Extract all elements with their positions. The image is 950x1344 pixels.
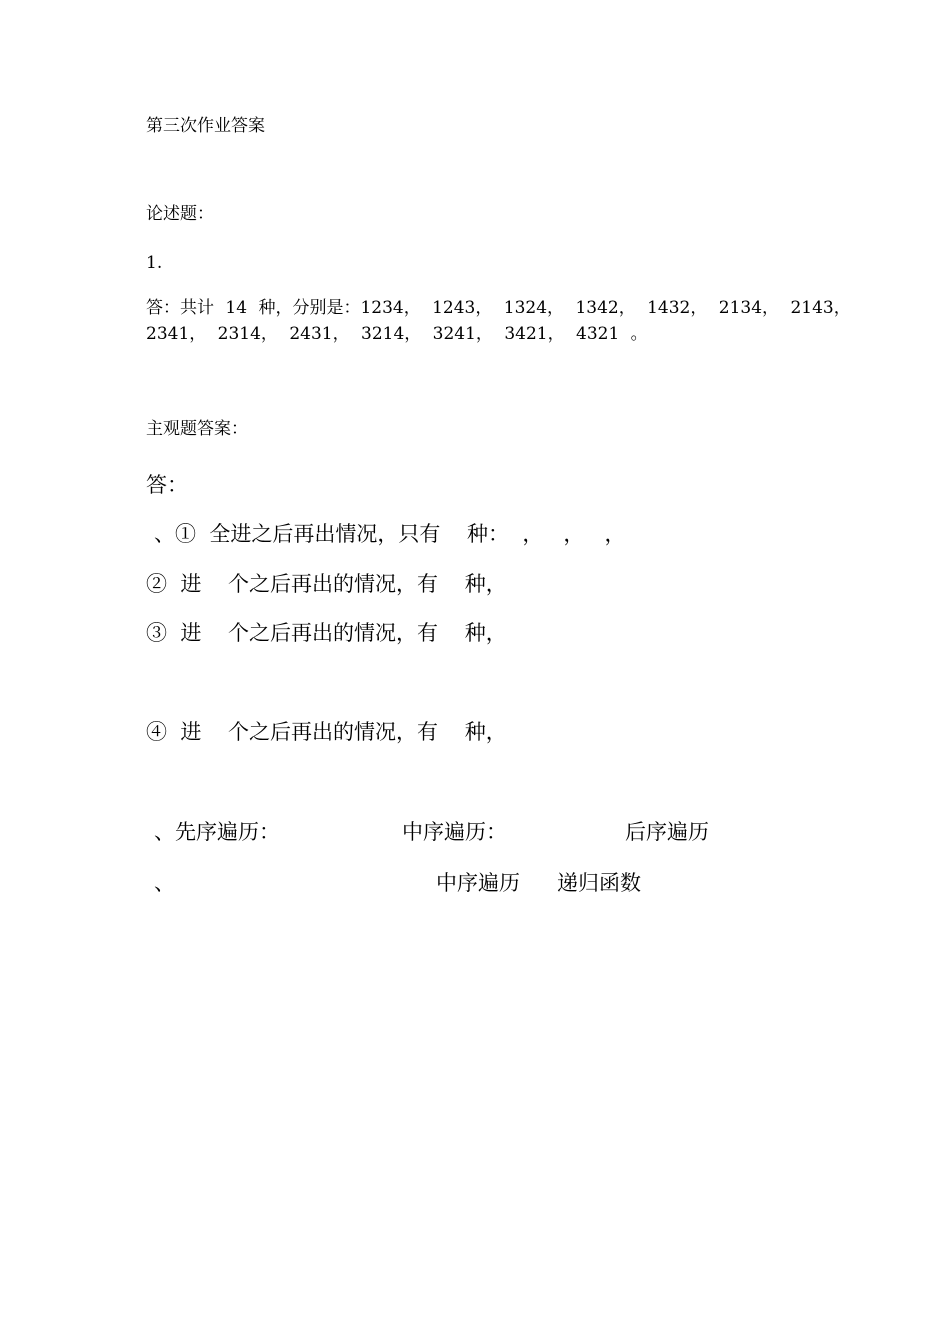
last-item-prefix: 、 bbox=[154, 871, 175, 895]
recursive-function-label: 递归函数 bbox=[557, 871, 641, 895]
answer-item-4: ④ 进 个之后再出的情况，有 种， bbox=[146, 720, 507, 744]
subjective-heading: 主观题答案： bbox=[146, 419, 248, 439]
answer-item-2: ② 进 个之后再出的情况，有 种， bbox=[146, 572, 507, 596]
inorder-label: 中序遍历： bbox=[402, 820, 507, 844]
question-number: 1. bbox=[146, 253, 163, 273]
essay-answer-line-1: 答：共计 14 种，分别是：1234， 1243， 1324， 1342， 1432， 2134， 2143， bbox=[146, 298, 851, 318]
last-inorder-label: 中序遍历 bbox=[436, 871, 520, 895]
postorder-label: 后序遍历 bbox=[625, 820, 709, 844]
answer-item-1: 、① 全进之后再出情况，只有 种： ， ， ， bbox=[154, 522, 626, 546]
essay-heading: 论述题： bbox=[146, 204, 214, 224]
essay-answer-line-2: 2341， 2314， 2431， 3214， 3241， 3421， 4321 。 bbox=[146, 324, 648, 344]
answer-label: 答： bbox=[146, 473, 188, 497]
preorder-label: 、先序遍历： bbox=[154, 820, 280, 844]
answer-item-3: ③ 进 个之后再出的情况，有 种， bbox=[146, 621, 507, 645]
document-title: 第三次作业答案 bbox=[146, 116, 265, 136]
